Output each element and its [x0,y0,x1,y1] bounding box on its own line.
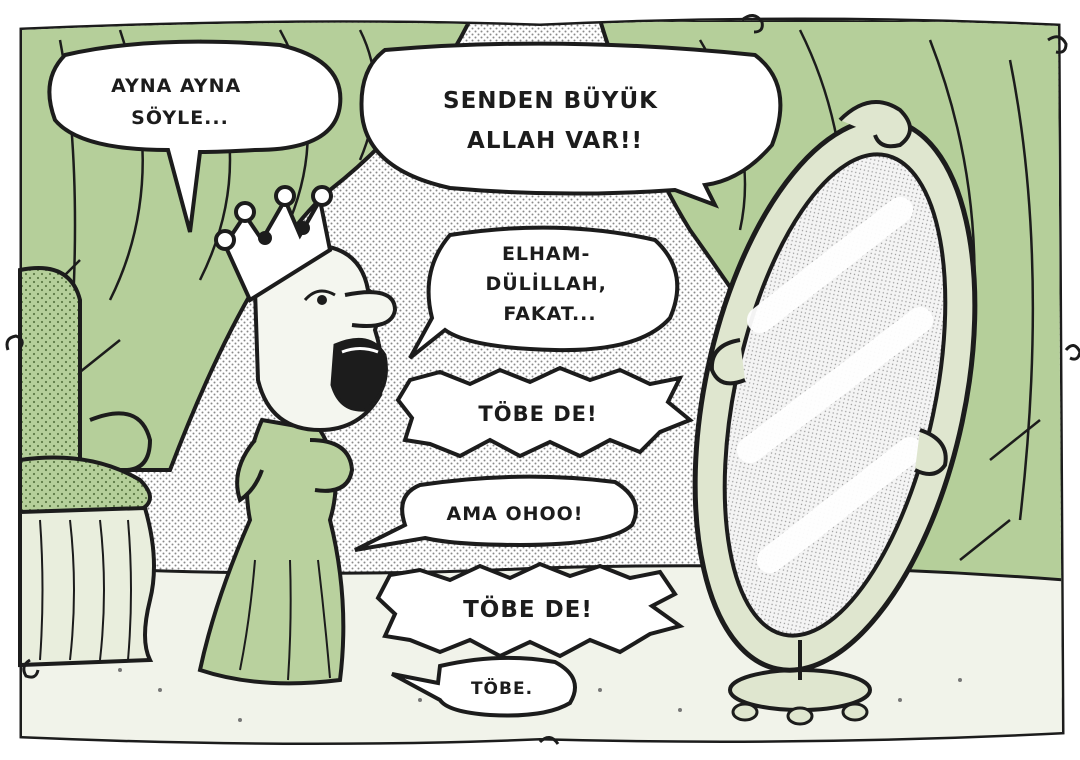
svg-text:TÖBE DE! [463,595,593,623]
elham-line-3: FAKAT... [503,303,597,325]
svg-text:TÖBE DE! [478,401,597,426]
speech-bubble-tobe-2 [378,564,680,656]
tobe-1-text: TÖBE DE! [478,402,598,426]
ama-text: AMA OHOO! [446,503,584,525]
speech-bubble-senden [361,44,780,205]
elham-line-2: DÜLİLLAH, [485,273,607,295]
elham-line-1: ELHAM- [501,243,591,265]
speech-bubble-tobe-1 [398,368,690,456]
senden-line-2: ALLAH VAR!! [467,128,643,154]
svg-text:ELHAM- DÜLİLLAH, F [485,243,614,325]
ayna-line-2: SÖYLE... [131,107,229,129]
tobe-2-text: TÖBE DE! [463,597,593,623]
svg-text:TÖBE. [471,677,533,699]
svg-text:AMA OHOO! [447,503,584,525]
tobe-3-text: TÖBE. [470,679,534,699]
ayna-line-1: AYNA AYNA [111,75,242,97]
senden-line-1: SENDEN BÜYÜK [443,88,658,114]
